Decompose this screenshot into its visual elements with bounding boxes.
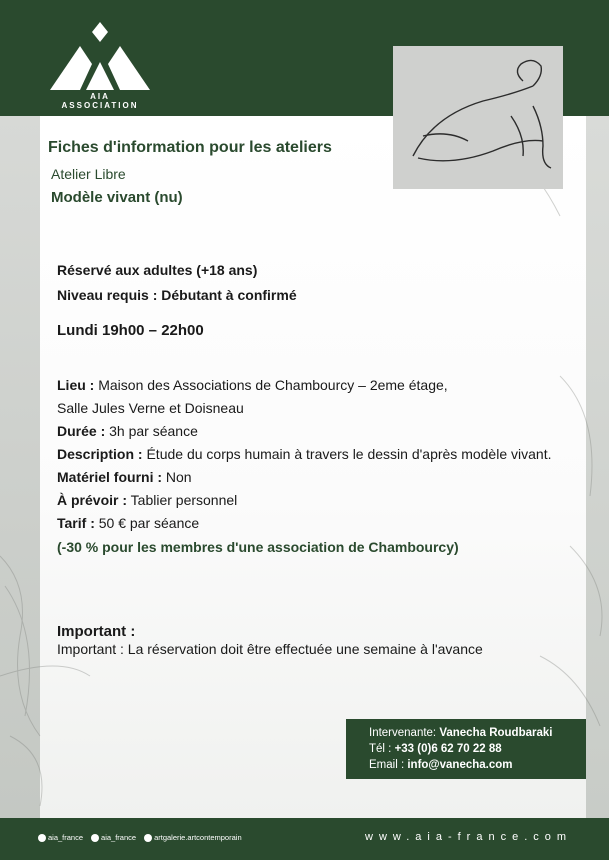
instagram-handle: aia_france xyxy=(101,833,137,842)
phone-label: Tél : xyxy=(369,743,395,755)
contact-email xyxy=(369,759,513,771)
intervenante-label: Intervenante: xyxy=(369,727,440,739)
atelier-type: Atelier Libre xyxy=(51,166,126,182)
social-instagram[interactable] xyxy=(91,833,136,842)
to-bring-value: Tablier personnel xyxy=(127,492,238,508)
contact-phone xyxy=(369,743,502,755)
important-text: Important : La réservation doit être effectuée une semaine à l'avance xyxy=(57,641,483,657)
audience-line: Réservé aux adultes (+18 ans) xyxy=(57,262,258,278)
materials-value: Non xyxy=(162,469,192,485)
workshop-name: Modèle vivant (nu) xyxy=(51,189,183,206)
social-twitter[interactable] xyxy=(38,833,83,842)
social-facebook[interactable] xyxy=(144,833,242,842)
materials-label: Matériel fourni : xyxy=(57,469,163,485)
background-sketch-left xyxy=(0,116,40,818)
email-label: Email : xyxy=(369,759,408,771)
facebook-handle: artgalerie.artcontemporain xyxy=(154,833,242,842)
twitter-handle: aia_france xyxy=(48,833,84,842)
duration-line xyxy=(57,423,198,439)
location-line xyxy=(57,377,448,393)
price-label: Tarif : xyxy=(57,515,95,531)
email-address[interactable]: info@vanecha.com xyxy=(407,759,513,771)
contact-box xyxy=(346,719,586,779)
twitter-icon xyxy=(38,834,46,842)
location-value: Maison des Associations de Chambourcy – 2eme étage, xyxy=(94,377,448,393)
facebook-icon xyxy=(144,834,152,842)
discount-line: (-30 % pour les membres d'une association de Chambourcy) xyxy=(57,539,459,555)
to-bring-line xyxy=(57,492,237,508)
description-value: Étude du corps humain à travers le dessin d'après modèle vivant. xyxy=(142,446,552,462)
page-title: Fiches d'information pour les ateliers xyxy=(48,139,332,156)
description-label: Description : xyxy=(57,446,143,462)
duration-label: Durée : xyxy=(57,423,106,439)
social-links xyxy=(38,833,242,842)
price-line xyxy=(57,515,199,531)
schedule-line: Lundi 19h00 – 22h00 xyxy=(57,322,204,339)
background-sketch-right xyxy=(586,116,609,818)
location-label: Lieu : xyxy=(57,377,95,393)
phone-number[interactable]: +33 (0)6 62 70 22 88 xyxy=(394,743,502,755)
materials-line xyxy=(57,469,192,485)
instagram-icon xyxy=(91,834,99,842)
website-link[interactable]: www.aia-france.com xyxy=(365,831,573,843)
logo-text: AIA ASSOCIATION xyxy=(61,92,139,110)
location-room: Salle Jules Verne et Doisneau xyxy=(57,400,244,416)
level-line: Niveau requis : Débutant à confirmé xyxy=(57,287,297,303)
footer xyxy=(0,818,609,860)
price-value: 50 € par séance xyxy=(94,515,200,531)
description-line xyxy=(57,446,551,462)
content-sheet xyxy=(40,116,586,818)
duration-value: 3h par séance xyxy=(105,423,198,439)
important-heading: Important : xyxy=(57,623,136,640)
intervenante-name: Vanecha Roudbaraki xyxy=(439,727,553,739)
figure-drawing-image xyxy=(393,46,563,189)
to-bring-label: À prévoir : xyxy=(57,492,128,508)
contact-intervenante xyxy=(369,727,552,739)
